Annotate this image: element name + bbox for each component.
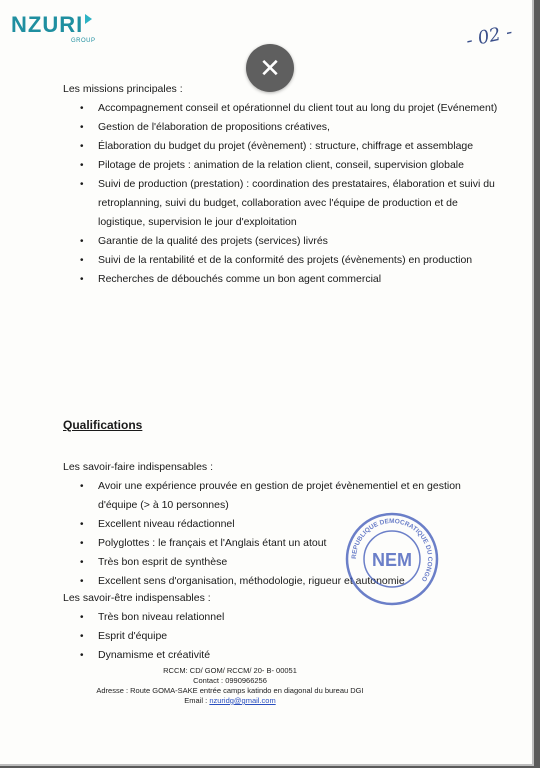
missions-intro: Les missions principales : <box>63 83 183 95</box>
savoir-etre-list <box>80 608 498 665</box>
footer-contact: Contact : 0990966256 <box>193 676 267 685</box>
list-item: • Excellent sens d'organisation, méthodologie, rigueur et autonomie <box>80 572 498 591</box>
list-item: • Très bon esprit de synthèse <box>80 553 498 572</box>
footer-rccm: RCCM: CD/ GOM/ RCCM/ 20- B- 00051 <box>163 666 297 675</box>
footer-email-link[interactable]: nzuridg@gmail.com <box>209 696 276 705</box>
list-item: • Élaboration du budget du projet (évènement) : structure, chiffrage et assemblage <box>80 137 498 156</box>
handwritten-page-number: - 02 - <box>464 21 515 52</box>
stamp-center-text: NEM <box>372 550 412 570</box>
list-item: • Avoir une expérience prouvée en gestion de projet évènementiel et en gestion d'équipe (> à 10 personnes) <box>80 477 498 515</box>
list-item: • Accompagnement conseil et opérationnel du client tout au long du projet (Evénement) <box>80 99 498 118</box>
close-icon: ✕ <box>259 52 281 83</box>
close-button[interactable] <box>246 44 294 92</box>
logo-play-icon <box>85 14 92 24</box>
list-item: • Polyglottes : le français et l'Anglais étant un atout <box>80 534 498 553</box>
list-item: • Dynamisme et créativité <box>80 646 498 665</box>
company-stamp <box>345 512 439 606</box>
logo-group-label: GROUP <box>71 38 96 44</box>
list-item: • Excellent niveau rédactionnel <box>80 515 498 534</box>
page-footer <box>0 666 460 706</box>
footer-address: Adresse : Route GOMA-SAKE entrée camps katindo en diagonal du bureau DGI <box>96 686 364 695</box>
list-item: • Esprit d'équipe <box>80 627 498 646</box>
footer-email-line <box>0 696 460 706</box>
footer-email-label: Email : <box>184 696 208 705</box>
list-item: • Très bon niveau relationnel <box>80 608 498 627</box>
savoir-faire-intro: Les savoir-faire indispensables : <box>63 461 213 473</box>
list-item: • Recherches de débouchés comme un bon agent commercial <box>80 270 498 289</box>
stamp-ring-text: REPUBLIQUE DEMOCRATIQUE DU CONGO <box>350 517 434 583</box>
list-item: • Suivi de production (prestation) : coordination des prestataires, élaboration et suivi du retroplanning, suivi du budget, collaboration avec l'équipe de production et de logistique, supervision le jour d'exploitation <box>80 175 498 232</box>
list-item: • Pilotage de projets : animation de la relation client, conseil, supervision globale <box>80 156 498 175</box>
company-logo <box>11 12 96 44</box>
savoir-etre-intro: Les savoir-être indispensables : <box>63 592 211 604</box>
qualifications-heading: Qualifications <box>63 418 143 432</box>
missions-list <box>80 99 498 289</box>
list-item: • Garantie de la qualité des projets (services) livrés <box>80 232 498 251</box>
logo-wordmark: NZURI <box>11 12 84 37</box>
list-item: • Suivi de la rentabilité et de la conformité des projets (évènements) en production <box>80 251 498 270</box>
list-item: • Gestion de l'élaboration de propositions créatives, <box>80 118 498 137</box>
